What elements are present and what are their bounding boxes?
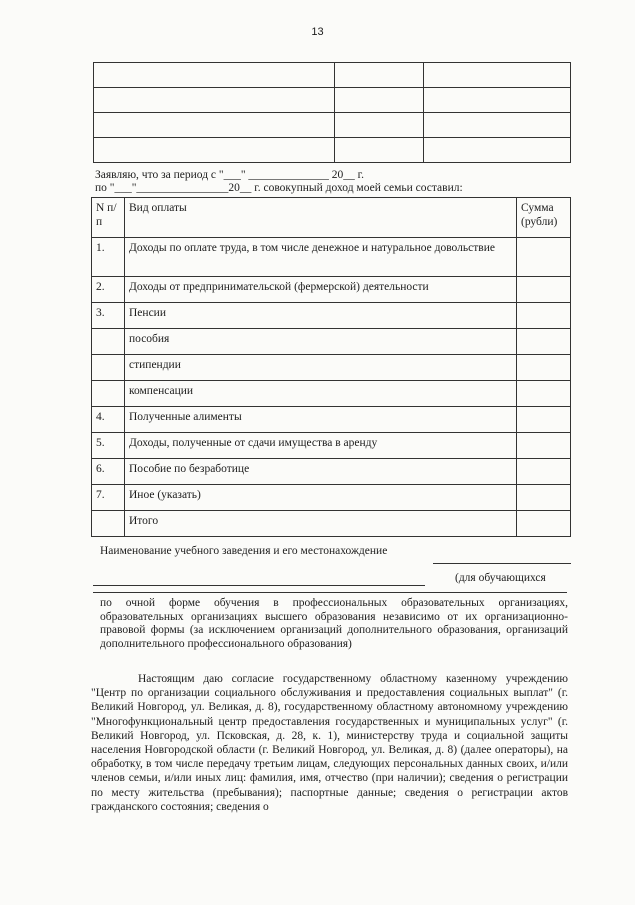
- table-row: [92, 355, 571, 381]
- row-num: 7.: [92, 485, 125, 511]
- table-row: [92, 407, 571, 433]
- row-label: Доходы по оплате труда, в том числе денежное и натуральное довольствие: [125, 238, 517, 277]
- header-sum: Сумма (рубли): [517, 198, 571, 238]
- table-cell[interactable]: [424, 113, 571, 138]
- institution-label: Наименование учебного заведения и его местонахождение: [100, 545, 388, 557]
- row-num: [92, 381, 125, 407]
- row-label: Иное (указать): [125, 485, 517, 511]
- row-label: Итого: [125, 511, 517, 537]
- table-cell[interactable]: [94, 63, 335, 88]
- row-label: Полученные алименты: [125, 407, 517, 433]
- row-num: 3.: [92, 303, 125, 329]
- institution-name-blank[interactable]: [433, 563, 571, 564]
- row-label: Доходы, полученные от сдачи имущества в аренду: [125, 433, 517, 459]
- table-row: [92, 381, 571, 407]
- row-sum-cell[interactable]: [517, 433, 571, 459]
- row-num: [92, 329, 125, 355]
- table-cell[interactable]: [335, 88, 424, 113]
- row-sum-cell[interactable]: [517, 238, 571, 277]
- table-row: [94, 138, 571, 163]
- table-cell[interactable]: [335, 138, 424, 163]
- row-num: 2.: [92, 277, 125, 303]
- table-row: [94, 63, 571, 88]
- row-sum-cell[interactable]: [517, 329, 571, 355]
- consent-paragraph: Настоящим даю согласие государственному областному казенному учреждению "Центр по организации социального обслуживания и предоставления социальных выплат" (г. Великий Новгород, ул. Великая, д. 8), государственному областному автономному учреждению "Многофункциональный центр предоставления государственных и муниципальных услуг" (г. Великий Новгород, ул. Псковская, д. 28, к. 1), министерству труда и социальной защиты населения Новгородской области (г. Великий Новгород, ул. Великая, д. 8) (далее операторы), на обработку, в том числе передачу третьим лицам, следующих персональных данных своих, и/или членов семьи, и/или иных лиц: фамилия, имя, отчество (при наличии); сведения о регистрации по месту жительства (пребывания); паспортные данные; сведения о регистрации актов гражданского состояния; сведения о: [91, 673, 568, 813]
- row-sum-cell[interactable]: [517, 381, 571, 407]
- income-table: [91, 197, 571, 537]
- table-row: [94, 113, 571, 138]
- row-label: стипендии: [125, 355, 517, 381]
- institution-address-blank[interactable]: [93, 585, 425, 586]
- table-row: [92, 303, 571, 329]
- table-row: [92, 329, 571, 355]
- row-sum-cell[interactable]: [517, 459, 571, 485]
- row-sum-cell[interactable]: [517, 511, 571, 537]
- row-sum-cell[interactable]: [517, 277, 571, 303]
- separator-line: [93, 592, 567, 593]
- row-label: компенсации: [125, 381, 517, 407]
- row-num: 1.: [92, 238, 125, 277]
- row-sum-cell[interactable]: [517, 355, 571, 381]
- table-cell[interactable]: [424, 63, 571, 88]
- row-label: Пособие по безработице: [125, 459, 517, 485]
- table-cell[interactable]: [94, 138, 335, 163]
- table-cell[interactable]: [335, 113, 424, 138]
- family-members-table-continuation: [93, 62, 571, 163]
- table-row: [92, 485, 571, 511]
- header-num: N п/п: [92, 198, 125, 238]
- table-cell[interactable]: [335, 63, 424, 88]
- table-row: [92, 433, 571, 459]
- table-row: [92, 277, 571, 303]
- row-sum-cell[interactable]: [517, 303, 571, 329]
- table-cell[interactable]: [94, 113, 335, 138]
- row-num: [92, 511, 125, 537]
- row-label: Пенсии: [125, 303, 517, 329]
- row-label: Доходы от предпринимательской (фермерской) деятельности: [125, 277, 517, 303]
- table-header-row: [92, 198, 571, 238]
- table-row: [92, 459, 571, 485]
- declaration-line-1: Заявляю, что за период с "___" ______________ 20__ г.: [95, 169, 364, 181]
- table-row: [92, 238, 571, 277]
- institution-description: по очной форме обучения в профессиональных образовательных организациях, образовательных организациях высшего образования независимо от их организационно-правовой формы (за исключением организаций дополнительного образования, организаций дополнительного профессионального образования): [100, 597, 568, 650]
- row-num: 6.: [92, 459, 125, 485]
- row-label: пособия: [125, 329, 517, 355]
- table-cell[interactable]: [424, 138, 571, 163]
- table-row: [92, 511, 571, 537]
- row-sum-cell[interactable]: [517, 485, 571, 511]
- row-sum-cell[interactable]: [517, 407, 571, 433]
- row-num: 5.: [92, 433, 125, 459]
- institution-hint: (для обучающихся: [455, 572, 546, 584]
- page-number: 13: [311, 26, 324, 38]
- table-cell[interactable]: [424, 88, 571, 113]
- table-cell[interactable]: [94, 88, 335, 113]
- header-type: Вид оплаты: [125, 198, 517, 238]
- row-num: 4.: [92, 407, 125, 433]
- table-row: [94, 88, 571, 113]
- declaration-line-2: по "___"________________20__ г. совокупный доход моей семьи составил:: [95, 182, 463, 194]
- row-num: [92, 355, 125, 381]
